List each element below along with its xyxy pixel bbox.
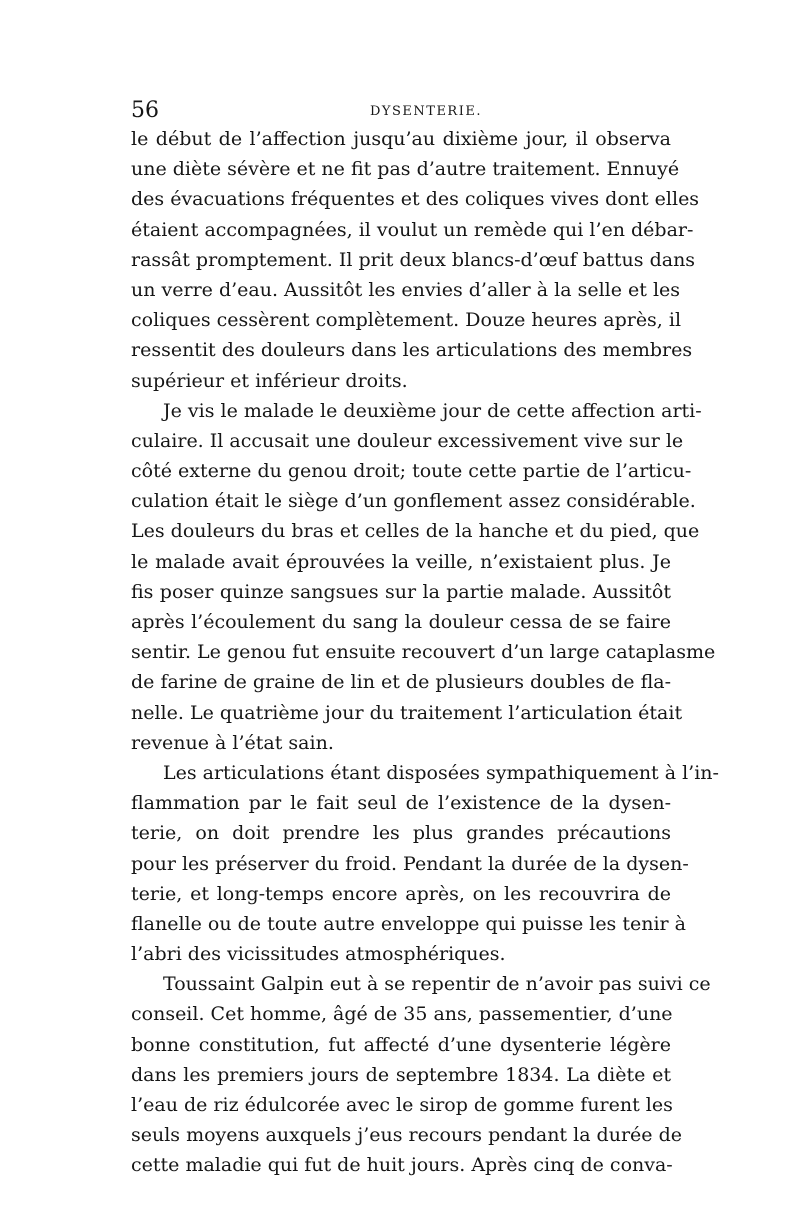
text-line: cette maladie qui fut de huit jours. Après cinq de conva- (131, 1154, 673, 1177)
text-line: coliques cessèrent complètement. Douze heures après, il (131, 309, 682, 332)
text-line: le début de l’affection jusqu’au dixième jour, il observa (131, 128, 671, 150)
text-line: de farine de graine de lin et de plusieurs doubles de fla- (131, 671, 671, 694)
text-line: l’eau de riz édulcorée avec le sirop de gomme furent les (131, 1094, 673, 1116)
text-line: fis poser quinze sangsues sur la partie malade. Aussitôt (131, 580, 671, 603)
text-line: rassât promptement. Il prit deux blancs-d’œuf battus dans (131, 248, 696, 271)
page-number: 56 (131, 98, 159, 123)
text-line: seuls moyens auxquels j’eus recours pendant la durée de (131, 1124, 682, 1147)
text-line: culaire. Il accusait une douleur excessivement vive sur le (131, 429, 684, 452)
text-line: Toussaint Galpin eut à se repentir de n’avoir pas suivi ce (163, 973, 711, 996)
text-line: flanelle ou de toute autre enveloppe qui puisse les tenir à (131, 912, 686, 935)
running-head (131, 96, 671, 126)
text-line: terie, et long-temps encore après, on les recouvrira de (131, 882, 671, 905)
text-line: Je vis le malade le deuxième jour de cette affection arti- (163, 399, 702, 422)
text-line: après l’écoulement du sang la douleur cessa de se faire (131, 611, 671, 633)
text-line: flammation par le fait seul de l’existence de la dysen- (131, 792, 671, 815)
text-line: conseil. Cet homme, âgé de 35 ans, passementier, d’une (131, 1003, 673, 1026)
text-line: des évacuations fréquentes et des coliques vives dont elles (131, 188, 700, 211)
text-line: revenue à l’état sain. (131, 731, 334, 754)
text-line: le malade avait éprouvées la veille, n’existaient plus. Je (131, 550, 671, 573)
text-line: terie, on doit prendre les plus grandes précautions (131, 822, 671, 845)
text-line: côté externe du genou droit; toute cette partie de l’articu- (131, 460, 692, 483)
running-title: DYSENTERIE. (370, 104, 482, 119)
text-line: dans les premiers jours de septembre 1834. La diète et (131, 1063, 671, 1086)
text-line: nelle. Le quatrième jour du traitement l’articulation était (131, 701, 683, 724)
body-text (131, 124, 719, 1181)
text-line: Les douleurs du bras et celles de la hanche et du pied, que (131, 520, 700, 543)
text-line: sentir. Le genou fut ensuite recouvert d’un large cataplasme (131, 641, 716, 664)
text-line: pour les préserver du froid. Pendant la durée de la dysen- (131, 852, 689, 875)
text-line: un verre d’eau. Aussitôt les envies d’aller à la selle et les (131, 278, 681, 301)
text-line: ressentit des douleurs dans les articulations des membres (131, 339, 693, 362)
text-line: supérieur et inférieur droits. (131, 369, 408, 392)
text-line: une diète sévère et ne fit pas d’autre traitement. Ennuyé (131, 158, 680, 181)
text-line: bonne constitution, fut affecté d’une dysenterie légère (131, 1033, 671, 1056)
text-line: culation était le siège d’un gonflement assez considérable. (131, 490, 696, 513)
text-line: Les articulations étant disposées sympathiquement à l’in- (163, 761, 719, 784)
text-line: l’abri des vicissitudes atmosphériques. (131, 943, 506, 966)
text-line: étaient accompagnées, il voulut un remède qui l’en débar- (131, 218, 694, 241)
